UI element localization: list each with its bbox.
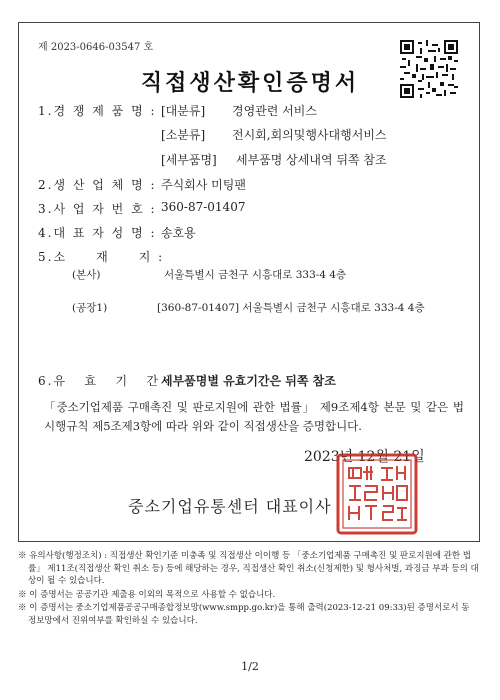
product-label: 1.경 쟁 제 품 명 : xyxy=(38,104,157,118)
detail-item-tag: [세부품명] xyxy=(161,153,217,167)
validity-label: 6.유 효 기 간 : xyxy=(38,374,173,388)
certificate-number: 제 2023-0646-03547 호 xyxy=(38,42,154,53)
company-label: 2.생 산 업 체 명 : xyxy=(38,178,157,192)
note-item: ※ 유의사항(행정조치) : 직접생산 확인기준 미충족 및 직접생산 이이행 등 「중소기업제품 구매촉진 및 판로지원에 관한 법률」 제11조(직접생산 확인 취소 등) 등에 해당하는 경우, 직접생산 확인 취소(신청제한) 및 형사처벌, 과징금 부과 등의 대상이 될 수 있습니다. xyxy=(18,551,479,586)
notes-section xyxy=(18,550,480,628)
detail-item-value: 세부품명 상세내역 뒤쪽 참조 xyxy=(236,153,387,167)
minor-category-value: 전시회,회의및행사대행서비스 xyxy=(232,128,387,142)
factory-label: (공장1) xyxy=(72,302,108,314)
address-label: 5.소 재 지 : xyxy=(38,250,165,264)
note-item: ※ 이 증명서는 공공기관 제출용 이외의 목적으로 사용할 수 없습니다. xyxy=(18,589,276,600)
note-item: ※ 이 증명서는 중소기업제품공공구매종합정보망(www.smpp.go.kr)을 통해 출력(2023-12-21 09:33)된 증명서로서 동 정보망에서 진위여부를 확인하실 수 있습니다. xyxy=(18,603,470,626)
certification-statement: 「중소기업제품 구매촉진 및 판로지원에 관한 법률」 제9조제4항 본문 및 같은 법 시행규칙 제5조제3항에 따라 위와 같이 직접생산을 증명합니다. xyxy=(44,400,464,433)
ceo-label: 4.대 표 자 성 명 : xyxy=(38,226,157,240)
business-number-value: 360-87-01407 xyxy=(161,200,246,214)
company-value: 주식회사 미팅팬 xyxy=(161,178,246,192)
minor-category-tag: [소분류] xyxy=(161,128,206,142)
business-number-label: 3.사 업 자 번 호 : xyxy=(38,202,157,216)
issue-date: 2023년 12월 21일 xyxy=(304,449,425,465)
issuer-name: 중소기업유통센터 대표이사 xyxy=(128,497,332,516)
page-number: 1/2 xyxy=(241,660,259,673)
official-seal-stamp xyxy=(335,452,419,536)
hq-label: (본사) xyxy=(72,269,101,281)
validity-value: 세부품명별 유효기간은 뒤쪽 참조 xyxy=(161,374,336,388)
ceo-value: 송호용 xyxy=(161,226,196,240)
hq-address-value: 서울특별시 금천구 시흥대로 333-4 4층 xyxy=(164,269,347,281)
major-category-value: 경영관련 서비스 xyxy=(232,104,317,118)
certificate-title: 직접생산확인증명서 xyxy=(140,70,360,96)
major-category-tag: [대분류] xyxy=(161,104,206,118)
factory-address-value: [360-87-01407] 서울특별시 금천구 시흥대로 333-4 4층 xyxy=(157,302,425,314)
